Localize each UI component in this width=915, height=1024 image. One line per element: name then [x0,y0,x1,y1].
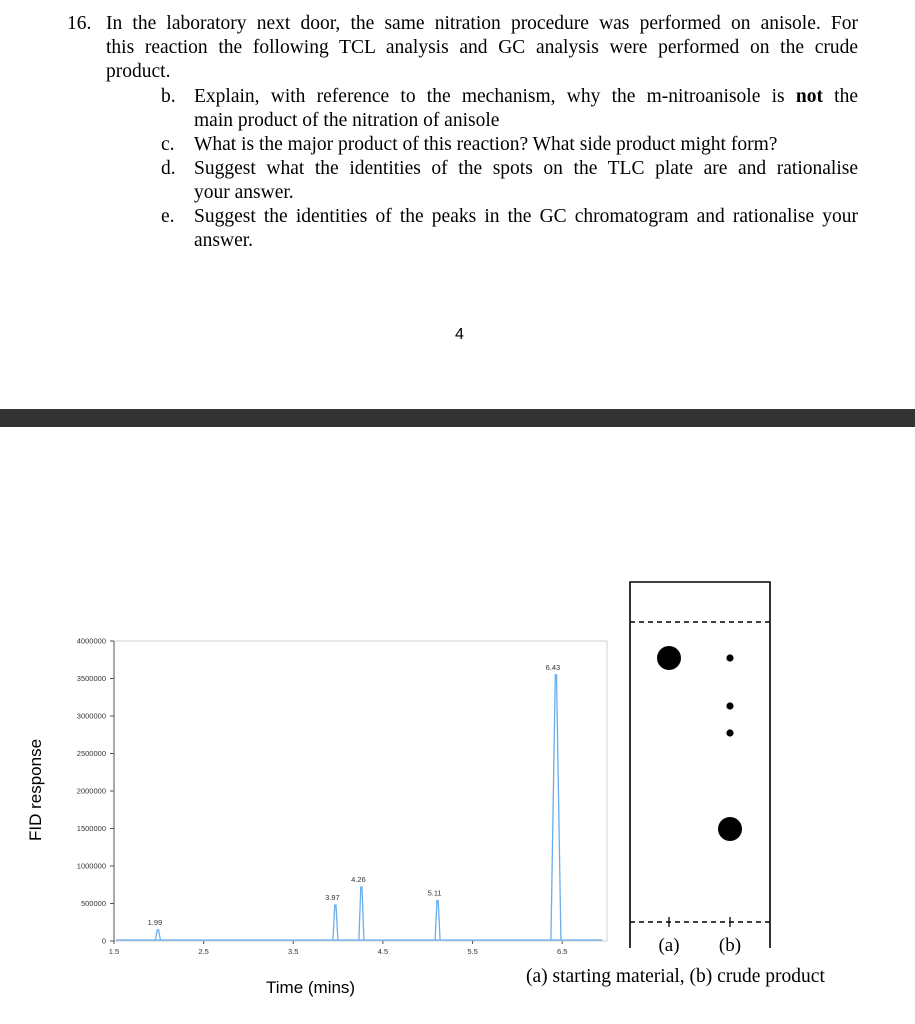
page-divider [0,409,915,427]
peak-line [359,887,364,940]
tlc-spot [718,817,742,841]
peak-line [551,675,561,940]
y-tick-label: 1000000 [76,861,106,871]
y-tick-label: 0 [101,936,106,946]
part-emphasis: not [795,86,823,107]
part-letter: e. [161,206,175,227]
y-tick-label: 2000000 [76,786,106,796]
y-tick-label: 500000 [80,899,106,908]
tlc-caption: (a) starting material, (b) crude product [526,966,825,987]
y-tick-label: 3000000 [76,711,106,721]
peak-label: 1.99 [147,917,163,927]
question-stem-line: this reaction the following TCL analysis and GC analysis were performed on the crude [106,37,858,58]
peak-line [435,901,440,941]
lane-label: (a) [658,935,680,956]
part-body [194,133,858,157]
y-tick-label: 2500000 [76,749,106,758]
part-body [194,85,858,133]
x-axis-label: Time (mins) [266,978,356,997]
tlc-plate [620,578,780,963]
part-line [194,85,858,109]
tlc-spot [726,702,733,709]
x-tick-label: 6.5 [556,947,568,956]
x-tick-label: 5.5 [467,947,478,956]
question-stem-line: In the laboratory next door, the same nitration procedure was performed on anisole. For [106,13,858,34]
gc-chromatogram [0,600,615,960]
y-tick-label: 4000000 [76,636,106,646]
part-letter: c. [161,134,175,155]
part-line: your answer. [194,182,294,203]
x-tick-label: 3.5 [288,947,299,956]
peak-line [155,930,160,940]
tlc-spot [726,729,733,736]
x-tick-label: 4.5 [377,947,389,956]
y-tick-label: 1500000 [76,824,106,833]
part-text: Explain, with reference to the mechanism, why the m-nitroanisole is [194,86,796,107]
part-line: Suggest what the identities of the spots on the TLC plate are and rationalise [194,158,858,179]
part-text: the [822,86,858,107]
part-line: answer. [194,230,254,251]
part-body [194,157,858,205]
y-tick-label: 3500000 [76,674,106,683]
y-axis-label: FID response [26,738,45,842]
tlc-spot [657,646,681,670]
tlc-spot [726,654,733,661]
page-number: 4 [455,326,464,343]
peak-label: 5.11 [427,888,442,898]
plate-outline [630,582,770,948]
x-tick-label: 1.5 [108,947,120,956]
peak-label: 6.43 [545,662,561,672]
question-stem-line: product. [106,61,171,82]
x-tick-label: 2.5 [198,947,209,956]
question-number: 16. [67,13,92,34]
part-body [194,205,858,253]
part-letter: d. [161,158,176,179]
lane-label: (b) [718,935,742,956]
peak-label: 3.97 [325,893,340,902]
peak-line [333,905,338,940]
peak-label: 4.26 [351,875,366,884]
part-line: main product of the nitration of anisole [194,110,500,131]
part-letter: b. [161,86,176,107]
part-line: Suggest the identities of the peaks in the GC chromatogram and rationalise your [194,206,858,227]
question-stem [106,12,858,84]
part-line: What is the major product of this reaction? What side product might form? [194,134,778,155]
